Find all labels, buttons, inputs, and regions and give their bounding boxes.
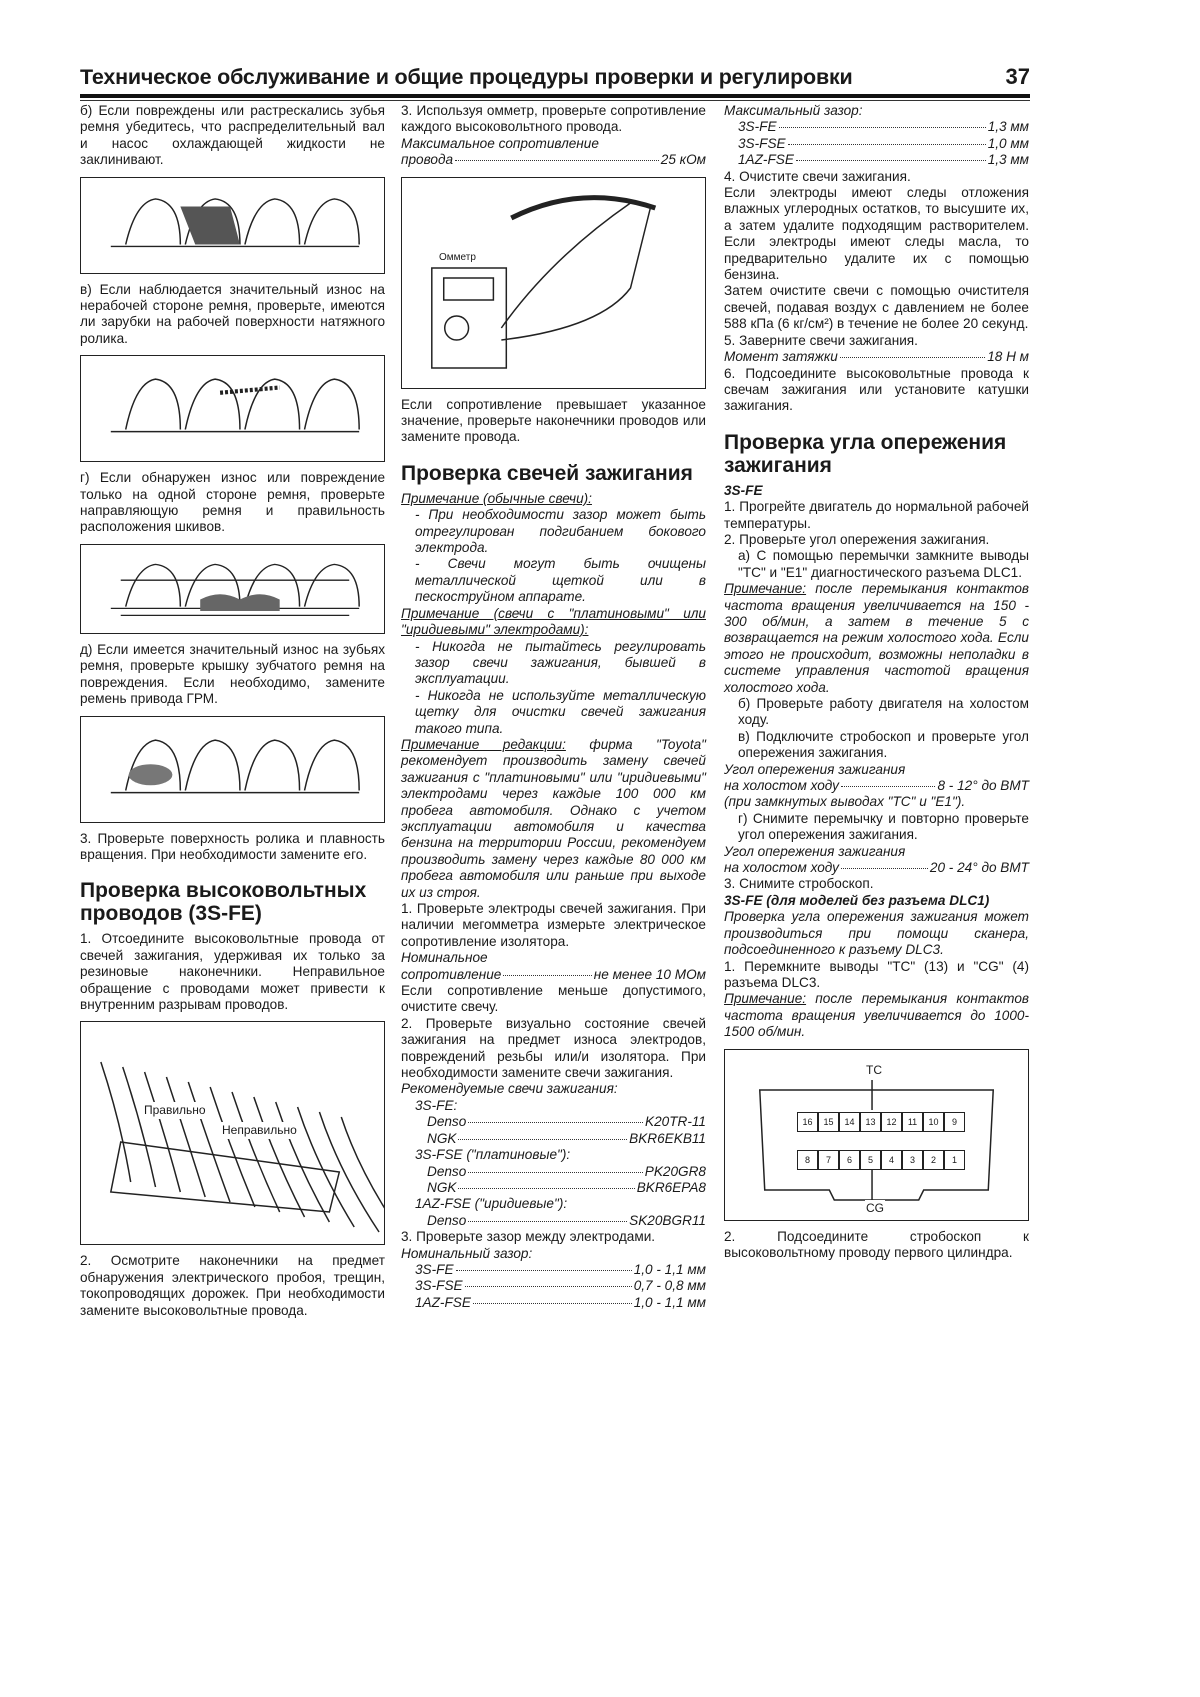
paragraph: 2. Осмотрите наконечники на предмет обнаружения электрического пробоя, трещин, токопроводящих дорожек. При необходимости замените высоковольтные провода. <box>80 1253 385 1318</box>
spec-line <box>401 1278 706 1294</box>
header-title: Техническое обслуживание и общие процедуры проверки и регулировки <box>80 65 853 89</box>
note-label: Примечание редакции: <box>401 736 566 752</box>
header-rule <box>80 100 1030 101</box>
paragraph: Угол опережения зажигания <box>724 843 906 859</box>
connector-pin: 4 <box>881 1150 902 1170</box>
spec-label: NGK <box>427 1179 457 1195</box>
dot-leader <box>841 786 936 787</box>
label-incorrect: Неправильно <box>222 1123 297 1138</box>
connector-pin: 10 <box>923 1112 944 1132</box>
label-correct: Правильно <box>144 1103 206 1118</box>
spec-label: 3S-FE <box>415 1261 454 1277</box>
paragraph: 4. Очистите свечи зажигания. <box>724 168 911 184</box>
paragraph: - Никогда не используйте металлическую щетку для очистки свечей зажигания такого типа. <box>415 687 706 736</box>
spec-line <box>401 152 706 168</box>
paragraph: 1. Проверьте электроды свечей зажигания. При наличии мегомметра измерьте электрическое сопротивление изолятора. <box>401 901 706 949</box>
note-paragraph <box>724 991 1029 1040</box>
column-left <box>80 103 385 1319</box>
paragraph: 5. Заверните свечи зажигания. <box>724 332 918 348</box>
spec-line <box>724 136 1029 152</box>
paragraph: 3. Проверьте поверхность ролика и плавность вращения. При необходимости замените его. <box>80 830 385 862</box>
paragraph: (при замкнутых выводах "TC" и "E1"). <box>724 794 966 810</box>
paragraph: 3. Проверьте зазор между электродами. <box>401 1229 656 1245</box>
spec-label: сопротивление <box>401 966 502 982</box>
paragraph: Если сопротивление меньше допустимого, очистите свечу. <box>401 983 706 1015</box>
paragraph: в) Если наблюдается значительный износ на нерабочей стороне ремня, проверьте, имеются ли зарубки на рабочей поверхности натяжного ролика. <box>80 281 385 346</box>
dot-leader <box>468 1122 643 1123</box>
spec-label: на холостом ходу <box>724 860 839 876</box>
figure-ohmmeter <box>401 177 706 389</box>
note-paragraph <box>401 737 706 901</box>
spec-label: 3S-FSE <box>415 1278 463 1294</box>
spec-line <box>724 119 1029 135</box>
spec-value: 1,0 - 1,1 мм <box>633 1294 706 1310</box>
spec-value: 25 кОм <box>660 152 706 168</box>
note-label: Примечание (свечи с "платиновыми" или "иридиевыми" электродами): <box>401 605 706 638</box>
dot-leader <box>840 357 985 358</box>
figure-belt-crack <box>80 177 385 274</box>
spec-label: Denso <box>427 1212 467 1228</box>
spec-label: 3S-FE <box>738 119 777 135</box>
spec-value: 1,3 мм <box>987 152 1029 168</box>
spec-value: 8 - 12° до ВМТ <box>937 778 1029 794</box>
spec-value: 0,7 - 0,8 мм <box>633 1278 706 1294</box>
paragraph: Номинальное <box>401 950 488 966</box>
label-ohmmeter: Омметр <box>438 250 477 266</box>
spec-value: 20 - 24° до ВМТ <box>929 860 1029 876</box>
connector-pin: 7 <box>818 1150 839 1170</box>
spec-value: SK20BGR11 <box>629 1212 706 1228</box>
spec-line <box>724 778 1029 794</box>
dot-leader <box>779 127 986 128</box>
running-header <box>80 58 1030 98</box>
spec-label: Момент затяжки <box>724 349 838 365</box>
note-paragraph <box>724 581 1029 696</box>
note-text: фирма "Toyota" рекомендует производить замену свечей зажигания с "платиновыми" или "иридиевыми" электродами через каждые 100 000 км пробега автомобиля. Однако с учетом эксплуатации автомобиля и качества бензина на территории России, рекомендуем производить замену через каждые 80 000 км пробега автомобиля или раньше при выходе их из строя. <box>401 736 706 900</box>
dot-leader <box>503 975 591 976</box>
spec-line <box>401 1114 706 1130</box>
spec-value: 1,0 мм <box>987 135 1029 151</box>
spec-value: 18 Н м <box>987 349 1029 365</box>
paragraph: 3. Снимите стробоскоп. <box>724 876 874 892</box>
figure-belt-back <box>80 355 385 462</box>
paragraph: 1. Прогрейте двигатель до нормальной рабочей температуры. <box>724 499 1029 531</box>
dot-leader <box>458 1188 634 1189</box>
connector-pin: 13 <box>860 1112 881 1132</box>
column-right <box>724 103 1029 1261</box>
paragraph: 2. Проверьте угол опережения зажигания. <box>724 531 990 547</box>
spec-value: BKR6EKB11 <box>629 1130 706 1146</box>
paragraph: 1. Отсоедините высоковольтные провода от свечей зажигания, удерживая их только за резиновые наконечники. Неправильное обращение с проводами может привести к внутренним разрывам проводов. <box>80 931 385 1012</box>
dot-leader <box>465 1286 632 1287</box>
figure-wires <box>80 1021 385 1245</box>
label-cg: CG <box>866 1200 884 1215</box>
paragraph: д) Если имеется значительный износ на зубьях ремня, проверьте крышку зубчатого ремня на повреждения. Если необходимо, замените ремень привода ГРМ. <box>80 641 385 707</box>
paragraph: 3S-FE: <box>415 1097 458 1113</box>
spec-value: 1,0 - 1,1 мм <box>633 1261 706 1277</box>
spec-value: BKR6EPA8 <box>636 1179 706 1195</box>
connector-pin: 12 <box>881 1112 902 1132</box>
paragraph: Номинальный зазор: <box>401 1245 533 1261</box>
connector-pin: 6 <box>839 1150 860 1170</box>
spec-line <box>724 349 1029 365</box>
spec-line <box>401 1262 706 1278</box>
connector-pin: 15 <box>818 1112 839 1132</box>
spec-value: PK20GR8 <box>644 1163 706 1179</box>
section-heading: Проверка угла опережения зажигания <box>724 430 1007 477</box>
dot-leader <box>458 1139 627 1140</box>
section-heading: Проверка свечей зажигания <box>401 461 693 485</box>
connector-pin: 14 <box>839 1112 860 1132</box>
connector-pin: 5 <box>860 1150 881 1170</box>
spec-line <box>401 1295 706 1311</box>
paragraph: Проверка угла опережения зажигания может производиться при помощи сканера, подсоединенного к разъему DLC3. <box>724 909 1029 958</box>
paragraph: г) Если обнаружен износ или повреждение только на одной стороне ремня, проверьте направляющую ремня и правильность расположения шкивов. <box>80 470 385 535</box>
spec-label: 1AZ-FSE <box>415 1294 471 1310</box>
note-text: после перемыкания контактов частота вращения увеличивается на 150 - 300 об/мин, а затем в течение 5 с возвращается на режим холостого хода. Если этого не происходит, возможны неполадки в системе управления частотой вращения холостого хода. <box>724 581 1029 695</box>
spec-label: провода <box>401 152 454 168</box>
paragraph: Максимальное сопротивление <box>401 135 599 151</box>
connector-pin: 9 <box>944 1112 965 1132</box>
paragraph: 2. Подсоедините стробоскоп к высоковольтному проводу первого цилиндра. <box>724 1228 1029 1260</box>
figure-belt-side <box>80 544 385 634</box>
note-label: Примечание (обычные свечи): <box>401 490 592 506</box>
paragraph: - Свечи могут быть очищены металлической щеткой или в пескоструйном аппарате. <box>415 556 706 605</box>
spec-label: NGK <box>427 1130 457 1146</box>
column-middle <box>401 103 706 1311</box>
spec-label: 1AZ-FSE <box>738 152 794 168</box>
note-label: Примечание: <box>724 991 807 1007</box>
note-text: после перемыкания контактов частота вращения увеличивается до 1000-1500 об/мин. <box>724 991 1029 1040</box>
spec-line <box>401 1180 706 1196</box>
paragraph: в) Подключите стробоскоп и проверьте угол опережения зажигания. <box>738 728 1029 761</box>
paragraph: 1. Перемкните выводы "TC" (13) и "CG" (4) разъема DLC3. <box>724 958 1029 990</box>
dot-leader <box>468 1221 627 1222</box>
connector-pin: 16 <box>797 1112 818 1132</box>
paragraph: 3. Используя омметр, проверьте сопротивление каждого высоковольтного провода. <box>401 103 706 135</box>
dot-leader <box>796 160 986 161</box>
paragraph: а) С помощью перемычки замкните выводы "TC" и "E1" диагностического разъема DLC1. <box>738 548 1029 580</box>
paragraph: - При необходимости зазор может быть отрегулирован подгибанием бокового электрода. <box>415 507 706 556</box>
note-label: Примечание: <box>724 581 807 597</box>
connector-pin: 11 <box>902 1112 923 1132</box>
note-paragraph <box>401 491 706 507</box>
dot-leader <box>456 1270 632 1271</box>
spec-label: Denso <box>427 1114 467 1130</box>
paragraph: Рекомендуемые свечи зажигания: <box>401 1081 618 1097</box>
spec-label: Denso <box>427 1163 467 1179</box>
figure-dlc3 <box>724 1049 1029 1221</box>
paragraph: б) Если повреждены или растрескались зубья ремня убедитесь, что распределительный вал и насос охлаждающей жидкости не заклинивают. <box>80 103 385 168</box>
spec-label: 3S-FSE <box>738 135 786 151</box>
note-paragraph <box>401 606 706 639</box>
paragraph: Если электроды имеют следы отложения влажных углеродных остатков, то высушите их, а затем удалите подходящим растворителем. Если электроды имеют следы масла, то предварительно удалите их с помощью бензина. <box>724 185 1029 283</box>
spec-value: 1,3 мм <box>987 119 1029 135</box>
connector-pin: 3 <box>902 1150 923 1170</box>
dot-leader <box>788 144 986 145</box>
spec-line <box>724 152 1029 168</box>
spec-line <box>401 1213 706 1229</box>
paragraph: Затем очистите свечи с помощью очистителя свечей, подавая воздух с давлением не более 588 кПа (6 кг/см²) в течение не более 20 секунд. <box>724 283 1029 332</box>
spec-line <box>401 967 706 983</box>
paragraph: 3S-FE <box>724 482 763 498</box>
paragraph: 6. Подсоедините высоковольтные провода к свечам зажигания или установите катушки зажигания. <box>724 365 1029 414</box>
spec-label: на холостом ходу <box>724 778 839 794</box>
dot-leader <box>473 1303 632 1304</box>
page-number: 37 <box>1005 64 1030 89</box>
dot-leader <box>468 1172 642 1173</box>
paragraph: 2. Проверьте визуально состояние свечей зажигания на предмет износа электродов, повреждений резьбы или/и изолятора. При необходимости замените свечи зажигания. <box>401 1015 706 1081</box>
paragraph: Угол опережения зажигания <box>724 761 906 777</box>
dot-leader <box>841 868 928 869</box>
paragraph: - Никогда не пытайтесь регулировать зазор свечи зажигания, бывшей в эксплуатации. <box>415 638 706 687</box>
connector-pin: 2 <box>923 1150 944 1170</box>
connector-pin: 1 <box>944 1150 965 1170</box>
spec-value: K20TR-11 <box>645 1114 706 1130</box>
paragraph: г) Снимите перемычку и повторно проверьте угол опережения зажигания. <box>738 810 1029 843</box>
paragraph: 1AZ-FSE ("иридиевые"): <box>415 1196 568 1212</box>
spec-value: не менее 10 МОм <box>593 966 706 982</box>
figure-belt-teeth <box>80 716 385 823</box>
spec-line <box>724 860 1029 876</box>
dot-leader <box>455 160 659 161</box>
paragraph: Максимальный зазор: <box>724 103 863 118</box>
spec-line <box>401 1164 706 1180</box>
connector-pin: 8 <box>797 1150 818 1170</box>
label-tc: TC <box>866 1062 882 1077</box>
paragraph: Если сопротивление превышает указанное значение, проверьте наконечники проводов или замените провода. <box>401 396 706 445</box>
paragraph: 3S-FSE ("платиновые"): <box>415 1147 571 1163</box>
paragraph: 3S-FE (для моделей без разъема DLC1) <box>724 892 990 908</box>
spec-line <box>401 1131 706 1147</box>
paragraph: б) Проверьте работу двигателя на холостом ходу. <box>738 696 1029 728</box>
section-heading: Проверка высоковольтных проводов (3S-FE) <box>80 879 367 926</box>
